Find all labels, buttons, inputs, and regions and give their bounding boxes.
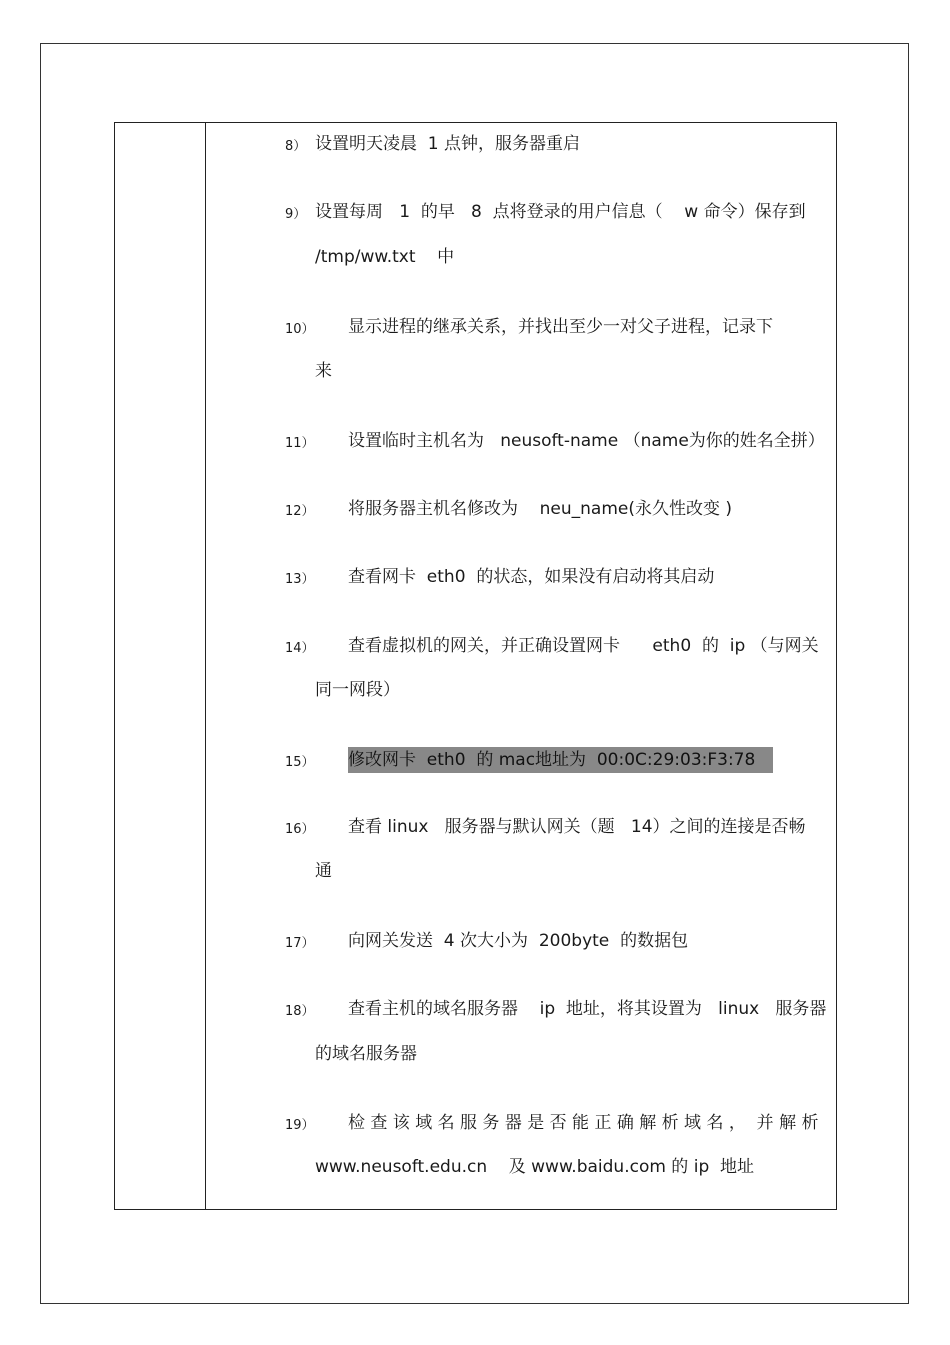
item-text: 向网关发送 4 次大小为 200byte 的数据包: [348, 931, 689, 951]
item-number: 16）: [285, 822, 315, 837]
item-number: 12）: [285, 504, 315, 519]
item-text: 设置每周 1 的早 8 点将登录的用户信息（ w 命令）保存到: [315, 202, 806, 222]
item-number: 17）: [285, 936, 315, 951]
table-left-column: [115, 123, 206, 1209]
item-text-continued: www.neusoft.edu.cn 及 www.baidu.com 的 ip 地址: [315, 1157, 755, 1177]
item-text-continued: 的域名服务器: [315, 1044, 417, 1064]
item-number: 18）: [285, 1004, 315, 1019]
item-text: 显示进程的继承关系，并找出至少一对父子进程，记录下: [348, 317, 773, 337]
item-number: 13）: [285, 572, 315, 587]
item-number: 19）: [285, 1118, 315, 1133]
item-text: 检 查 该 域 名 服 务 器 是 否 能 正 确 解 析 域 名 ， 并 解 析: [348, 1113, 819, 1133]
item-text: 查看 linux 服务器与默认网关（题 14）之间的连接是否畅: [348, 817, 806, 837]
item-number: 10）: [285, 322, 315, 337]
highlighted-item-text: 修改网卡 eth0 的 mac地址为 00:0C:29:03:F3:78: [348, 747, 773, 773]
item-text-continued: 同一网段）: [315, 680, 400, 700]
item-text: 设置明天凌晨 1 点钟，服务器重启: [315, 134, 581, 154]
item-text: 查看虚拟机的网关，并正确设置网卡 eth0 的 ip （与网关: [348, 636, 819, 656]
item-text: 查看网卡 eth0 的状态，如果没有启动将其启动: [348, 567, 715, 587]
item-text-continued: 来: [315, 361, 332, 381]
item-number: 14）: [285, 641, 315, 656]
item-number: 9）: [285, 207, 307, 222]
item-text-continued: /tmp/ww.txt 中: [315, 247, 455, 267]
content-table: [114, 122, 837, 1210]
item-text-continued: 通: [315, 861, 332, 881]
item-text: 设置临时主机名为 neusoft-name （name为你的姓名全拼）: [348, 431, 825, 451]
item-number: 8）: [285, 139, 307, 154]
item-text: 查看主机的域名服务器 ip 地址，将其设置为 linux 服务器: [348, 999, 827, 1019]
item-number: 11）: [285, 436, 315, 451]
item-number: 15）: [285, 755, 315, 770]
item-text: 将服务器主机名修改为 neu_name(永久性改变 ): [348, 499, 733, 519]
